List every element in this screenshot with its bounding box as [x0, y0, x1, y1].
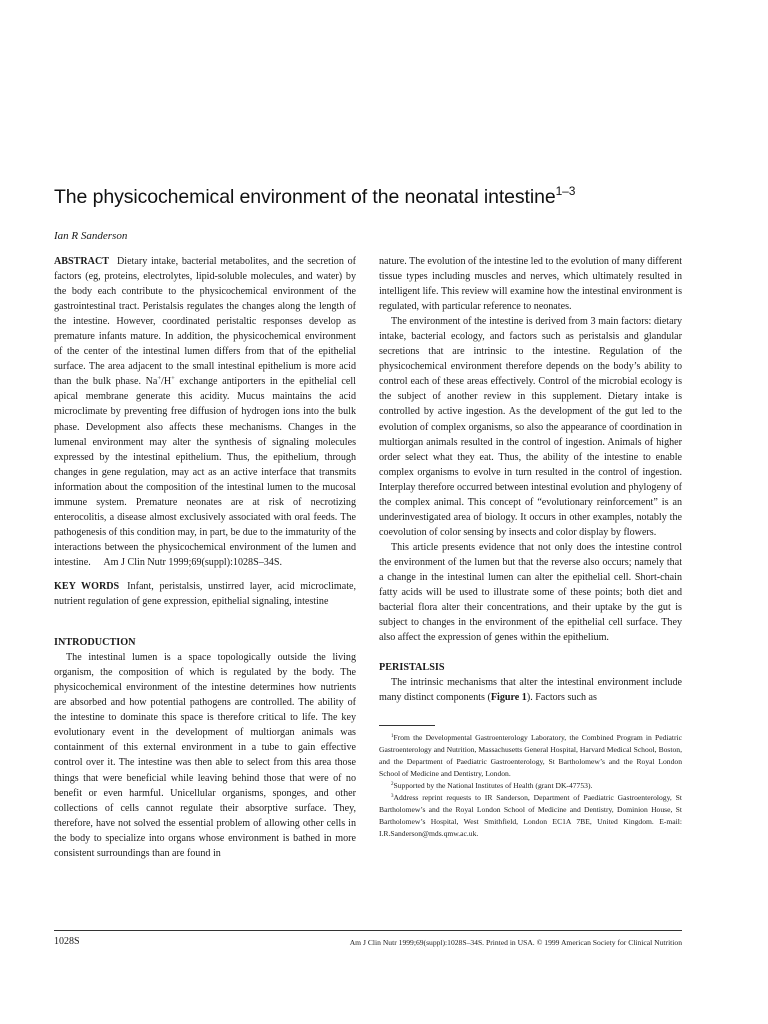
footnote-2 [379, 780, 682, 792]
abstract-citation: Am J Clin Nutr 1999;69(suppl):1028S–34S. [103, 556, 282, 568]
footnote-3-text: Address reprint requests to IR Sanderson, Department of Paediatric Gastroenterology, St Bartholomew’s and the Royal London School of Medicine and Dentistry, Dominion House, St Bartholomew’s Hospital, West Smithfield, London EC1A 7BE, United Kingdom. E-mail: I.R.Sanderson@mds.qmw.ac.uk. [379, 792, 682, 838]
page-number: 1028S [54, 936, 80, 947]
abstract-body-1: Dietary intake, bacterial metabolites, and the secretion of factors (eg, proteins, electrolytes, lipid-soluble molecules, and water) by the body each contribute to the physicochemical environment of the gastrointestinal tract. Peristalsis regulates the changes along the length of the intestine. However, coordinated peristaltic responses develop as premature infants mature. In addition, the physicochemical environment of the center of the intestinal lumen differs from that of the epithelial surface. The area adjacent to the small intestinal epithelium is more acid than the bulk phase. Na [54, 256, 356, 388]
introduction-paragraph-3: This article presents evidence that not only does the intestine control the environment of the lumen but that the reverse also occurs; namely that a change in the intestinal lumen can alter the epithelial cell. Short-chain fatty acids will be used to illustrate some of these points; both diet and bacterial flora alter their concentrations, and their uptake by the gut is subject to changes in the environment of the epithelial cell surface. They also affect the expression of genes within the epithelium. [379, 541, 682, 644]
abstract-sup-plus-1: + [157, 375, 162, 383]
introduction-paragraph-1: The intestinal lumen is a space topologically outside the living organism, the composition of which is regulated by the body. The physicochemical environment of the intestine determines how nutrients are absorbed and how potential pathogens are controlled. The ability of the intestine to dominate this space is therefore critical to life. The key evolutionary event in the development of multiorgan animals was containment of this external environment in a tube to gain effective control over it. The intestine was then able to select from this area those things that were beneficial while leaving behind those that were of no benefit or even harmful. Unicellular organisms, sponges, and other collections of cells cannot regulate their absorptive surface. They, therefore, have not solved the essential problem of allowing other cells in the body to specialize into organs whose environment is bathed in more consistent surroundings than are found in [54, 652, 356, 859]
abstract-sup-plus-2: + [171, 375, 175, 383]
abstract-body-2: exchange antiporters in the epithelial cell apical membrane generate this acidity. Mucus maintains the acid microclimate by preventing free diffusion of hydrogen ions into the bulk phase. Development also affects these mechanisms. Changes in the lumenal environment may alter the synthesis of signaling molecules expressed by the intestinal epithelium. Thus, the epithelium, through changes in gene regulation, may act as an active interface that transmits information about the composition of the intestinal lumen to the mucosal immune system. Premature neonates are at risk of necrotizing enterocolitis, a disease almost exclusively associated with oral feeds. The pathogenesis of this condition may, in part, be due to the immaturity of the interactions between the physicochemical environment of the lumen and intestine. [54, 376, 356, 568]
footnote-2-mark: 2 [391, 781, 394, 787]
footnote-2-text: Supported by the National Institutes of Health (grant DK-47753). [393, 780, 593, 790]
abstract-paragraph [54, 254, 356, 570]
peristalsis-heading: PERISTALSIS [379, 662, 445, 674]
title-text: The physicochemical environment of the neonatal intestine [54, 186, 556, 208]
introduction-heading: INTRODUCTION [54, 637, 136, 649]
footnote-rule [379, 725, 435, 726]
keywords-paragraph [54, 579, 356, 609]
left-column [54, 254, 356, 861]
footnote-3 [379, 792, 682, 840]
keywords-text: Infant, peristalsis, unstirred layer, acid microclimate, nutrient regulation of gene expression, epithelial signaling, intestine [54, 580, 356, 608]
footnote-1-mark: 1 [391, 734, 394, 740]
figure-1-reference[interactable]: Figure 1 [490, 692, 527, 704]
article-title [54, 186, 734, 209]
footnote-3-mark: 3 [391, 793, 394, 799]
footnote-1 [379, 732, 682, 780]
footnote-1-text: From the Developmental Gastroenterology Laboratory, the Combined Program in Pediatric Gastroenterology and Nutrition, Massachusetts General Hospital, Harvard Medical School, Boston, and the Department of Paediatric Gastroenterology, St Bartholomew’s and the Royal London School of Medicine and Dentistry, London. [379, 733, 682, 779]
abstract-slash: /H [161, 376, 172, 388]
keywords-label: KEY WORDS [54, 580, 120, 592]
footer-divider [54, 930, 682, 931]
peristalsis-text-after: ). Factors such as [526, 692, 597, 704]
title-footnote-marks: 1–3 [555, 184, 576, 198]
journal-citation-footer: Am J Clin Nutr 1999;69(suppl):1028S–34S. Printed in USA. © 1999 American Society for Clinical Nutrition [349, 938, 682, 947]
peristalsis-text-before: The intrinsic mechanisms that alter the intestinal environment include many distinct components ( [379, 677, 682, 704]
introduction-paragraph-1-continued: nature. The evolution of the intestine led to the evolution of many different tissue types including muscles and nerves, which ultimately resulted in intelligent life. This review will examine how the intestinal environment is regulated, with particular reference to neonates. [379, 256, 682, 313]
abstract-label: ABSTRACT [54, 256, 109, 267]
author-name: Ian R Sanderson [54, 230, 128, 242]
right-column [379, 254, 682, 840]
peristalsis-paragraph-1 [379, 675, 682, 705]
introduction-paragraph-2: The environment of the intestine is derived from 3 main factors: dietary intake, bacterial ecology, and factors such as peristalsis and glandular secretions that are intrinsic to the intestine. Regulation of the physicochemical environment therefore depends on the body’s ability to control each of these areas effectively. Control of the microbial ecology is the subject of another review in this supplement. Dietary intake is controlled by active ingestion. As the development of the gut led to the evolution of complex organisms, so also the appearance of coordination in multiorgan animals resulted in the control of ingestion. Animals of higher order select what they eat. Thus, the ability of the intestine to enable complex organisms to evolve in turn resulted in the control of ingestion. Interplay therefore occurred between intestinal evolution and phylogeny of the complex animal. This concept of “evolutionary reinforcement” is an underinvestigated area of biology. It occurs in other examples, notably the coevolution of color sensing by insects and color display by flowers. [379, 316, 682, 538]
